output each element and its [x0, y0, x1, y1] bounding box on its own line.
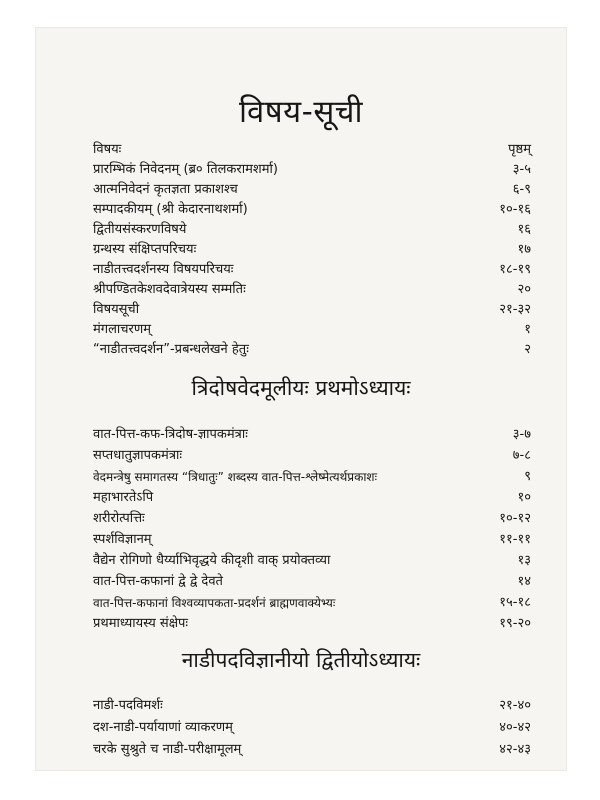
toc-entry: [93, 220, 531, 240]
entry-page: १५-१८: [499, 595, 531, 610]
entry-page: १४: [517, 574, 531, 589]
toc-entry: [93, 340, 531, 360]
toc-entry: [93, 509, 531, 529]
entry-page: ९: [524, 469, 531, 484]
chapter-1-title: त्रिदोषवेदमूलीयः प्रथमोऽध्यायः: [191, 376, 411, 400]
toc-entry: [93, 593, 531, 613]
page-header: पृष्ठम्: [508, 142, 531, 157]
toc-entry: [93, 718, 531, 738]
toc-entry: [93, 446, 531, 466]
entry-title: महाभारतेऽपि: [93, 490, 154, 505]
toc-entry: [93, 300, 531, 320]
entry-title: वेदमन्त्रेषु समागतस्य “त्रिधातुः” शब्दस्य वात-पित्त-श्लेष्मेत्यर्थप्रकाशः: [93, 470, 378, 484]
entry-title: वात-पित्त-कफ-त्रिदोष-ज्ञापकमंत्राः: [93, 427, 248, 442]
toc-entry: [93, 488, 531, 508]
entry-page: १०: [517, 490, 531, 505]
chapter-2-title: नाडीपदविज्ञानीयो द्वितीयोऽध्यायः: [181, 648, 421, 672]
toc-entry: [93, 551, 531, 571]
entry-title: सम्पादकीयम् (श्री केदारनाथशर्मा): [93, 202, 248, 217]
entry-title: द्वितीयसंस्करणविषये: [93, 222, 187, 237]
toc-entry: [93, 425, 531, 445]
toc-entry: [93, 280, 531, 300]
entry-title: प्रारम्भिकं निवेदनम् (ब्र० तिलकरामशर्मा): [93, 162, 278, 177]
entry-page: १७: [517, 242, 531, 257]
entry-page: ७-८: [512, 448, 531, 463]
toc-entry: [93, 240, 531, 260]
entry-title: दश-नाडी-पर्यायाणां व्याकरणम्: [93, 720, 233, 735]
entry-page: १०-१२: [499, 511, 531, 526]
toc-entry: [93, 180, 531, 200]
entry-page: १९-२०: [499, 616, 531, 631]
entry-title: नाडीतत्त्वदर्शनस्य विषयपरिचयः: [93, 262, 234, 277]
entry-title: नाडी-पदविमर्शः: [93, 698, 163, 713]
book-page: [36, 28, 566, 770]
entry-title: स्पर्शविज्ञानम्: [93, 532, 152, 547]
entry-page: ४२-४३: [499, 742, 531, 757]
entry-page: १८-१९: [499, 262, 531, 277]
toc-entry: [93, 614, 531, 634]
toc-entry: [93, 530, 531, 550]
entry-title: विषयसूची: [93, 302, 140, 317]
toc-entry: [93, 696, 531, 716]
toc-entry: [93, 320, 531, 340]
entry-title: वात-पित्त-कफानां द्वे द्वे देवते: [93, 574, 223, 589]
entry-title: चरके सुश्रुते च नाडी-परीक्षामूलम्: [93, 742, 242, 757]
entry-page: १०-१६: [499, 202, 531, 217]
toc-entry: [93, 740, 531, 760]
entry-title: वात-पित्त-कफानां विश्वव्यापकता-प्रदर्शनं ब्राह्मणवाक्येभ्यः: [93, 596, 336, 610]
toc-entry: [93, 467, 531, 487]
entry-page: ६-९: [512, 182, 531, 197]
entry-title: सप्तधातुज्ञापकमंत्राः: [93, 448, 182, 463]
page-title: विषय-सूची: [238, 94, 364, 130]
entry-page: ३-७: [512, 427, 531, 442]
entry-title: मंगलाचरणम्: [93, 322, 152, 337]
toc-entry: [93, 260, 531, 280]
entry-page: २०: [517, 282, 531, 297]
entry-page: १३: [517, 553, 531, 568]
entry-page: ४०-४२: [499, 720, 531, 735]
entry-title: ग्रन्थस्य संक्षिप्तपरिचयः: [93, 242, 197, 257]
entry-page: १: [524, 322, 531, 337]
toc-entry: [93, 160, 531, 180]
entry-title: श्रीपण्डितकेशवदेवात्रेयस्य सम्मतिः: [93, 282, 246, 297]
entry-page: ३-५: [512, 162, 531, 177]
entry-page: २१-४०: [499, 698, 531, 713]
entry-title: “नाडीतत्त्वदर्शन”-प्रबन्धलेखने हेतुः: [93, 342, 249, 357]
subject-header: विषयः: [93, 142, 122, 157]
entry-page: ११-११: [499, 532, 531, 547]
entry-page: २१-३२: [499, 302, 531, 317]
toc-entry: [93, 200, 531, 220]
entry-title: वैद्येन रोगिणो धैर्य्याभिवृद्धये कीदृशी वाक् प्रयोक्तव्या: [93, 553, 331, 568]
entry-title: शरीरोत्पत्तिः: [93, 511, 145, 526]
column-header: [93, 140, 531, 160]
entry-page: २: [524, 342, 531, 357]
toc-entry: [93, 572, 531, 592]
entry-title: आत्मनिवेदनं कृतज्ञता प्रकाशश्च: [93, 182, 238, 197]
entry-page: १६: [517, 222, 531, 237]
entry-title: प्रथमाध्यायस्य संक्षेपः: [93, 616, 189, 631]
